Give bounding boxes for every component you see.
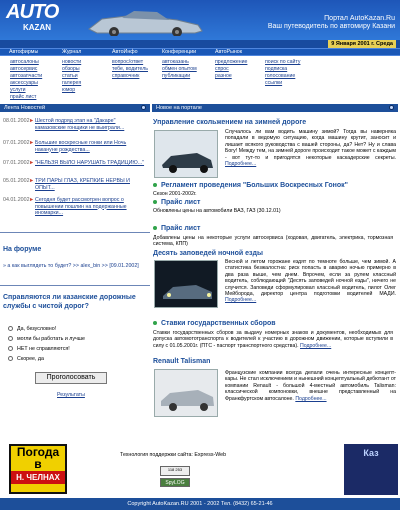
- results-link[interactable]: Результаты: [57, 392, 85, 398]
- radio-button[interactable]: [8, 356, 13, 361]
- news-feed-title: [0, 104, 150, 112]
- banner-city: Н. ЧЕЛНАХ: [11, 471, 65, 484]
- nav-avtoinfo[interactable]: АвтоИнфо: [112, 49, 138, 55]
- read-more-link[interactable]: Подробнее...: [300, 342, 332, 349]
- portal-subtitle: Ваш путеводитель по автомиру Казани: [267, 23, 395, 30]
- bullet-icon: [153, 226, 157, 230]
- bullet-icon: [153, 200, 157, 204]
- subnav-avtokazan[interactable]: автоказань: [162, 59, 189, 65]
- article-title[interactable]: Десять заповедей ночной езды: [153, 250, 263, 257]
- poll-option-1[interactable]: Да, безусловно!: [8, 326, 56, 333]
- news-item: [3, 178, 148, 194]
- vote-button[interactable]: Проголосовать: [35, 372, 107, 384]
- subnav-experience[interactable]: обмен опытом: [162, 66, 197, 72]
- arrow-icon: ►: [29, 160, 35, 166]
- article-summary: Весной и летом горожане ездят по темноте больше, чем зимой. А статистика безжалостна: риск попасть в аварию ночью примерно в два раза выше, чем днем. Впрочем, если за рулем классный водитель, соблюдающий "Десять заповедей ночной езды", ничего не случится. Заповеди сформулировал классный водитель, пилот Олег Мейборода, директор центра подготовки водителей МАДИ. Подробнее...: [225, 259, 396, 304]
- divider: [0, 232, 150, 233]
- nav-avtofirmy[interactable]: Автофирмы: [9, 49, 39, 55]
- news-item: [3, 160, 148, 176]
- article-summary: Случалось ли вам водить машину зимой? Тогда вы наверняка попадали в ведомую ситуацию, когда машину крутит, заносит и лишает всякого руководства с вашей стороны, да? Нет? Ну и слава Богу! Между тем, на зимней дороге происходит такое может с каждым - вот тут-то и пригодятся некоторые каскадерские секреты. Подробнее...: [225, 129, 396, 168]
- price-list-text: Добавлены цены на некоторые услуги автосервиса (ходовая, двигатель, электрика, тормозная система, КПП): [153, 235, 393, 248]
- news-feed-label: Лента Новостей: [4, 105, 46, 111]
- subnav-price-list[interactable]: прайс лист: [10, 94, 37, 100]
- poll-option-2[interactable]: могли бы работать и лучше: [8, 336, 85, 343]
- star-icon: [389, 105, 394, 110]
- fees-title[interactable]: Ставки государственных сборов: [153, 319, 276, 328]
- car-photo: [154, 130, 218, 178]
- spylog-badge[interactable]: SpyLOG: [160, 478, 190, 487]
- subnav-links[interactable]: ссылки: [265, 80, 283, 86]
- weather-banner[interactable]: [9, 444, 67, 494]
- banner-text: Погода: [16, 445, 60, 459]
- fees-text: Ставки государственных сборов за выдачу номерных знаков и документов, необходимых для допуска автомототранспорта к водителей к участию в дорожном движении, которые вступили в силу с 01.05.2001г. (ПТС - паспорт транспортного средства). Подробнее...: [153, 330, 393, 349]
- radio-button[interactable]: [8, 326, 13, 331]
- radio-button[interactable]: [8, 346, 13, 351]
- arrow-icon: ►: [29, 197, 35, 203]
- subnav-for-drivers[interactable]: тебе, водитель: [112, 66, 148, 72]
- news-item: [3, 140, 148, 156]
- copyright: Copyright AutoKazan.RU 2001 - 2002 Тел. (8432) 65-21-46: [0, 498, 400, 510]
- article-summary: Французские компании всегда делали очень интересные концепт-кары. Не стал исключением и нынешний концептуальный дебютант от компании Renault - большой 4-местный автомобиль Talisman: классической компоновки, внешне представленный на Франкфуртском автосалоне. Подробнее...: [225, 370, 396, 402]
- subnav-search[interactable]: поиск по сайту: [265, 59, 301, 65]
- subnav-dealers[interactable]: автосалоны: [10, 59, 39, 65]
- arrow-icon: ►: [29, 178, 35, 184]
- partner-banner[interactable]: Каз: [344, 444, 398, 495]
- current-date: 9 Января 2001 г. Среда: [328, 40, 396, 48]
- read-more-link[interactable]: Подробнее...: [295, 395, 327, 402]
- main-navigation: [0, 48, 400, 56]
- car-photo: [154, 260, 218, 308]
- subnav-humor[interactable]: юмор: [62, 87, 76, 93]
- subnav-reviews[interactable]: обзоры: [62, 66, 80, 72]
- subnav-services[interactable]: услуги: [10, 87, 26, 93]
- news-link[interactable]: ТРИ ПАРЫ ГЛАЗ, КРЕПКИЕ НЕРВЫ И ОПЫТ...: [35, 178, 130, 191]
- price-list-title[interactable]: Прайс лист: [153, 198, 200, 207]
- portal-title: Портал AutoKazan.Ru: [324, 15, 395, 22]
- subnav-subscription[interactable]: подписка: [265, 66, 288, 72]
- price-list-text: Обновлены цены на автомобили ВАЗ, ГАЗ (30.12.01): [153, 208, 281, 214]
- news-item: [3, 197, 148, 216]
- nav-conferences[interactable]: Конференции: [162, 49, 197, 55]
- article-title[interactable]: Renault Talisman: [153, 358, 211, 365]
- site-logo[interactable]: AUTO: [6, 1, 59, 23]
- regulation-title[interactable]: Регламент проведения "Больших Воскресных Гонок": [153, 181, 348, 190]
- forum-latest[interactable]: » а как выглядеть то будет? >> alex_bin >> [09.01.2002]: [3, 263, 139, 269]
- news-link[interactable]: "НЕЛЬЗЯ ВЫЛО НАРУШАТЬ ТРАДИЦИЮ...": [35, 160, 145, 166]
- subnav-other[interactable]: разное: [215, 73, 232, 79]
- poll-option-3[interactable]: НЕТ не справляются!: [8, 346, 70, 353]
- subnav-autoservice[interactable]: автосервис: [10, 66, 38, 72]
- news-link[interactable]: Большие воскресные гонки или Ночь накануне рождества...: [35, 140, 127, 153]
- technology-note: Технология поддержки сайта: Express-Web: [120, 452, 227, 458]
- nav-journal[interactable]: Журнал: [62, 49, 82, 55]
- subnav-accessories[interactable]: аксессуары: [10, 80, 38, 86]
- portal-new-title: [152, 104, 398, 112]
- star-icon: [141, 105, 146, 110]
- sub-navigation: [0, 56, 400, 100]
- article-title[interactable]: Управление скольжением на зимней дороге: [153, 119, 307, 126]
- forum-title: На форуме: [3, 246, 42, 253]
- news-date: 07.01.2002: [3, 140, 30, 146]
- arrow-icon: ►: [29, 140, 35, 146]
- news-link[interactable]: Сегодня будет рассмотрен вопрос о повышении пошлин на подержанные иномарки...: [35, 197, 127, 216]
- news-date: 08.01.2002: [3, 118, 30, 124]
- banner-text: в: [34, 457, 42, 471]
- poll-option-4[interactable]: Скорее, да: [8, 356, 44, 363]
- subnav-demand[interactable]: спрос: [215, 66, 229, 72]
- news-date: 07.01.2002: [3, 160, 30, 166]
- bullet-icon: [153, 321, 157, 325]
- news-link[interactable]: Шестой подряд этап на "Дакаре" камазовские гонщики не выиграли...: [35, 118, 125, 131]
- portal-description: [268, 15, 395, 31]
- subnav-handbook[interactable]: справочник: [112, 73, 140, 79]
- portal-new-label: Новое на портале: [156, 105, 202, 111]
- read-more-link[interactable]: Подробнее...: [225, 161, 257, 168]
- site-logo-subtitle: KAZAN: [23, 23, 51, 32]
- counter-badge[interactable]: 118 253: [160, 466, 190, 476]
- radio-button[interactable]: [8, 336, 13, 341]
- nav-avtorynok[interactable]: АвтоРынок: [215, 49, 243, 55]
- price-list-title[interactable]: Прайс лист: [153, 224, 200, 233]
- car-photo: [154, 369, 218, 417]
- sports-car-image: [85, 6, 205, 36]
- date-bar: [0, 40, 400, 48]
- news-date: 04.01.2002: [3, 197, 30, 203]
- site-header: [0, 0, 400, 40]
- poll-question: Справляются ли казанские дорожные службы с чистой дорог?: [3, 294, 136, 310]
- arrow-icon: ►: [29, 118, 35, 124]
- subnav-offers[interactable]: предложение: [215, 59, 248, 65]
- subnav-voting[interactable]: голосование: [265, 73, 296, 79]
- divider: [0, 285, 150, 286]
- subnav-parts[interactable]: автозапчасти: [10, 73, 43, 79]
- news-date: 05.01.2002: [3, 178, 30, 184]
- read-more-link[interactable]: Подробнее...: [225, 297, 257, 304]
- bullet-icon: [153, 183, 157, 187]
- subnav-articles[interactable]: статьи: [62, 73, 78, 79]
- subnav-questions[interactable]: вопрос/ответ: [112, 59, 144, 65]
- news-item: [3, 118, 148, 134]
- subnav-publications[interactable]: публикации: [162, 73, 191, 79]
- subnav-gallery[interactable]: галерея: [62, 80, 82, 86]
- regulation-text: Сезон 2001-2002г.: [153, 191, 197, 197]
- subnav-news[interactable]: новости: [62, 59, 82, 65]
